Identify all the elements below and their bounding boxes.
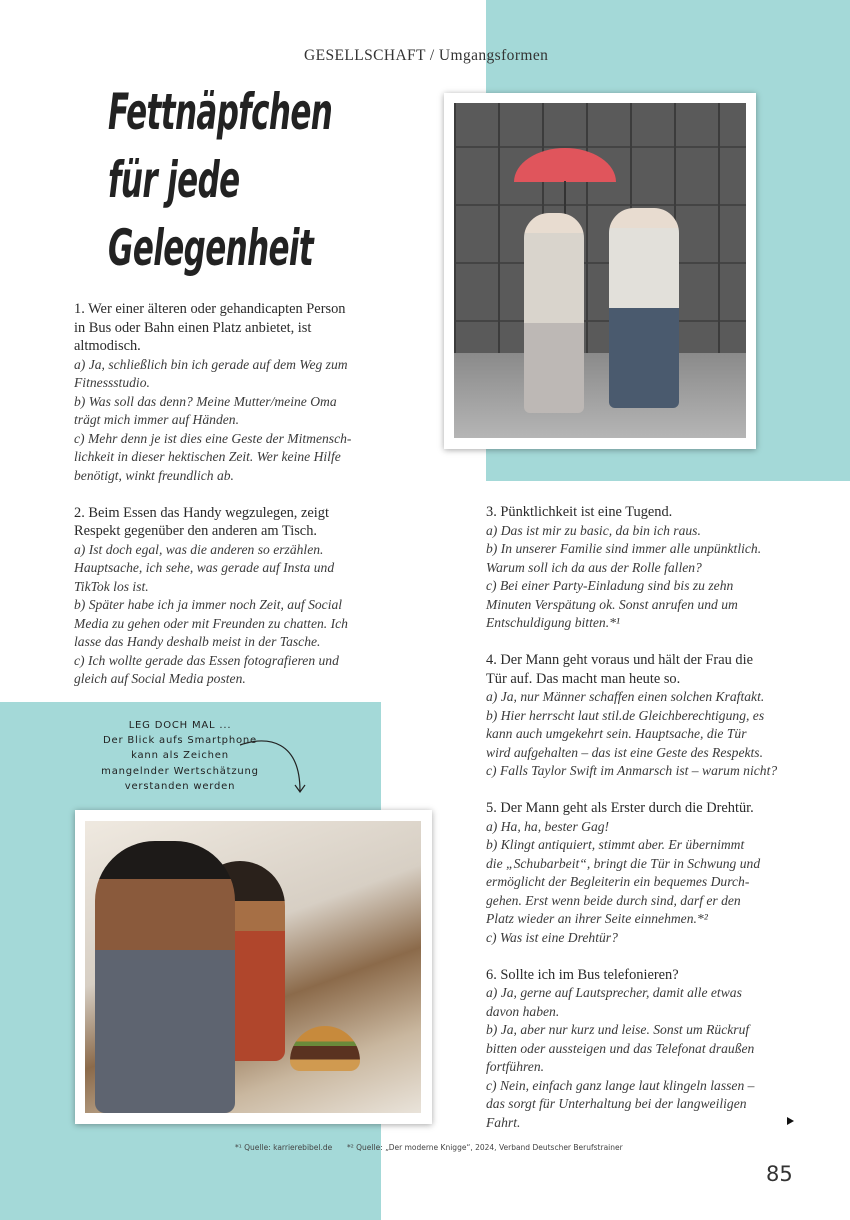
woman-figure xyxy=(524,213,584,413)
answer-line: b) In unserer Familie sind immer alle unpünktlich. xyxy=(486,541,762,556)
answer-line: Entschuldigung bitten.*¹ xyxy=(486,615,620,630)
answer-line: c) Bei einer Party-Einladung sind bis zu zehn xyxy=(486,578,734,593)
answer-line: wird aufgehalten – das ist eine Geste des Respekts. xyxy=(486,744,763,760)
question-block xyxy=(486,799,806,947)
answer-line: lichkeit in dieser hektischen Zeit. Wer keine Hilfe xyxy=(74,449,341,464)
title-line: Gelegenheit xyxy=(108,219,314,277)
question-block xyxy=(486,966,806,1133)
question-title-line: Respekt gegenüber den anderen am Tisch. xyxy=(74,523,317,539)
title-line: für jede xyxy=(108,151,240,209)
man-figure xyxy=(609,208,679,408)
question-title-line: 1. Wer einer älteren oder gehandicapten Person xyxy=(74,301,346,317)
answer-line: Fitnessstudio. xyxy=(74,375,150,390)
answer-line: die „Schubarbeit“, bringt die Tür in Schwung und xyxy=(486,855,761,871)
answer-line: trägt mich immer auf Händen. xyxy=(74,412,239,427)
question-title-line: 5. Der Mann geht als Erster durch die Drehtür. xyxy=(486,800,754,816)
photo-elderly-couple-umbrella xyxy=(444,93,756,449)
question-title-line: in Bus oder Bahn einen Platz anbietet, ist xyxy=(74,319,312,336)
burger xyxy=(290,1026,360,1071)
question-block xyxy=(486,651,806,781)
photo-image xyxy=(454,103,746,438)
answer-line: c) Nein, einfach ganz lange laut klingeln lassen – xyxy=(486,1077,755,1093)
title-line: Fettnäpfchen xyxy=(108,83,333,141)
question-block xyxy=(486,503,806,633)
callout-line: mangelnder Wertschätzung xyxy=(101,765,259,777)
section-rubric: GESELLSCHAFT / Umgangsformen xyxy=(304,47,549,64)
answer-line: a) Das ist mir zu basic, da bin ich raus. xyxy=(486,522,701,538)
answer-line: Fahrt. xyxy=(486,1114,521,1130)
answer-line: b) Ja, aber nur kurz und leise. Sonst um Rückruf xyxy=(486,1022,750,1037)
answer-line: b) Später habe ich ja immer noch Zeit, auf Social xyxy=(74,597,343,612)
answer-line: a) Ja, nur Männer schaffen einen solchen Kraftakt. xyxy=(486,689,765,704)
answer-line: gleich auf Social Media posten. xyxy=(74,671,246,686)
man-figure xyxy=(95,841,235,1113)
answer-line: Media zu gehen oder mit Freunden zu chatten. Ich xyxy=(74,615,348,631)
red-umbrella xyxy=(514,148,616,182)
answer-line: Platz wieder an ihrer Seite einnehmen.*² xyxy=(486,911,708,926)
answer-line: a) Ha, ha, bester Gag! xyxy=(486,818,610,834)
callout-heading: LEG DOCH MAL ... xyxy=(128,720,232,731)
answer-line: a) Ja, schließlich bin ich gerade auf dem Weg zum xyxy=(74,356,348,372)
answer-line: a) Ist doch egal, was die anderen so erzählen. xyxy=(74,541,324,557)
photo-man-with-smartphone-at-dinner xyxy=(75,810,432,1124)
answer-line: b) Hier herrscht laut stil.de Gleichberechtigung, es xyxy=(486,707,765,723)
question-title-line: altmodisch. xyxy=(74,338,141,354)
curved-arrow-down-icon xyxy=(238,735,308,797)
answer-line: lasse das Handy deshalb meist in der Tasche. xyxy=(74,634,321,649)
question-block xyxy=(74,504,389,689)
answer-line: davon haben. xyxy=(486,1003,560,1019)
answer-line: ermöglicht der Begleiterin ein bequemes Durch- xyxy=(486,874,750,889)
answer-line: Minuten Verspätung ok. Sonst anrufen und um xyxy=(486,596,738,612)
answer-line: gehen. Erst wenn beide durch sind, darf er den xyxy=(486,892,741,908)
question-title-line: 3. Pünktlichkeit ist eine Tugend. xyxy=(486,504,673,520)
answer-line: b) Was soll das denn? Meine Mutter/meine Oma xyxy=(74,393,337,409)
question-title-line: Tür auf. Das macht man heute so. xyxy=(486,670,681,687)
next-page-triangle-icon xyxy=(787,1117,794,1125)
answer-line: fortführen. xyxy=(486,1059,545,1074)
photo-image xyxy=(85,821,421,1113)
answer-line: a) Ja, gerne auf Lautsprecher, damit alle etwas xyxy=(486,985,742,1000)
answer-line: das sorgt für Unterhaltung bei der langweiligen xyxy=(486,1096,747,1111)
answer-line: c) Mehr denn je ist dies eine Geste der Mitmensch- xyxy=(74,430,352,446)
answer-line: c) Falls Taylor Swift im Anmarsch ist – warum nicht? xyxy=(486,763,778,778)
answer-line: kann auch umgekehrt sein. Hauptsache, die Tür xyxy=(486,726,747,741)
answer-line: benötigt, winkt freundlich ab. xyxy=(74,467,234,483)
answer-line: bitten oder aussteigen und das Telefonat draußen xyxy=(486,1040,755,1056)
question-title-line: 2. Beim Essen das Handy wegzulegen, zeigt xyxy=(74,504,329,521)
answer-line: c) Was ist eine Drehtür? xyxy=(486,929,618,945)
left-column xyxy=(74,300,389,707)
callout-line: Der Blick aufs Smartphone xyxy=(103,735,257,747)
footnote-2: *² Quelle: „Der moderne Knigge“, 2024, Verband Deutscher Berufstrainer xyxy=(347,1143,623,1152)
answer-line: Hauptsache, ich sehe, was gerade auf Insta und xyxy=(74,560,335,575)
answer-line: Warum soll ich da aus der Rolle fallen? xyxy=(486,559,702,575)
answer-line: c) Ich wollte gerade das Essen fotografieren und xyxy=(74,652,339,668)
page-title xyxy=(108,78,332,282)
page-number: 85 xyxy=(766,1162,793,1186)
question-title-line: 4. Der Mann geht voraus und hält der Frau die xyxy=(486,652,753,668)
right-column xyxy=(486,503,806,1151)
callout-line: verstanden werden xyxy=(124,780,236,792)
answer-line: b) Klingt antiquiert, stimmt aber. Er übernimmt xyxy=(486,837,745,852)
answer-line: TikTok los ist. xyxy=(74,578,149,594)
callout-line: kann als Zeichen xyxy=(131,750,229,762)
question-block xyxy=(74,300,389,485)
question-title-line: 6. Sollte ich im Bus telefonieren? xyxy=(486,966,679,983)
footnote-1: *¹ Quelle: karrierebibel.de xyxy=(235,1143,333,1152)
